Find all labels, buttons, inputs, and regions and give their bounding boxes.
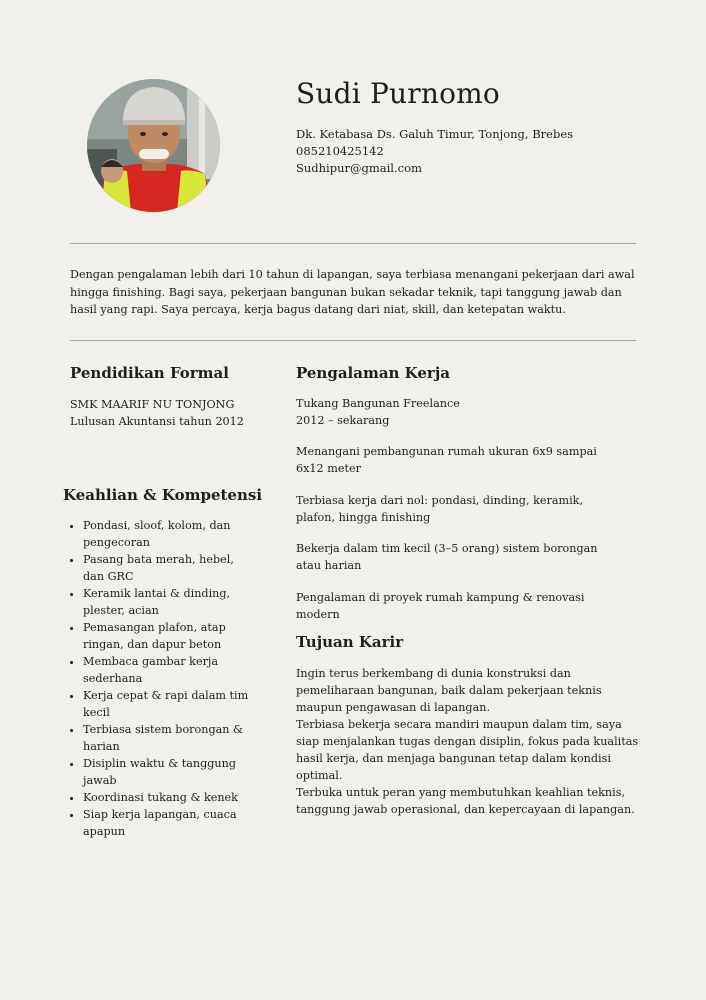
education-heading: Pendidikan Formal (70, 364, 229, 382)
list-item: • Kerja cepat & rapi dalam tim kecil (83, 687, 258, 721)
contact-info (296, 126, 573, 177)
education-detail: Lulusan Akuntansi tahun 2012 (70, 415, 244, 428)
job-header (296, 395, 496, 429)
career-goal-text (296, 665, 641, 818)
education-block (70, 396, 270, 430)
skills-list (66, 517, 258, 840)
list-item: Pengalaman di proyek rumah kampung & renovasi modern (296, 590, 585, 621)
list-item: Menangani pembangunan rumah ukuran 6x9 sampai 6x12 meter (296, 445, 597, 475)
list-item: Terbiasa kerja dari nol: pondasi, dinding, keramik, plafon, hingga finishing (296, 493, 584, 524)
career-goal-heading: Tujuan Karir (296, 633, 404, 651)
list-item: • Pemasangan plafon, atap ringan, dan dapur beton (83, 619, 258, 653)
list-item: • Terbiasa sistem borongan & harian (83, 721, 258, 755)
experience-heading: Pengalaman Kerja (296, 364, 450, 382)
list-item: • Siap kerja lapangan, cuaca apapun (83, 806, 258, 840)
list-item: • Disiplin waktu & tanggung jawab (83, 755, 258, 789)
career-goal-paragraph: Ingin terus berkembang di dunia konstruksi dan pemeliharaan bangunan, baik dalam pekerjaan teknis maupun pengawasan di lapangan. (296, 667, 602, 714)
list-item: • Koordinasi tukang & kenek (83, 789, 258, 806)
experience-points (296, 443, 614, 637)
career-goal-paragraph: Terbiasa bekerja secara mandiri maupun dalam tim, saya siap menjalankan tugas dengan disiplin, fokus pada kualitas hasil kerja, dan menjaga bangunan tetap dalam kondisi optimal. (296, 718, 639, 782)
list-item: Bekerja dalam tim kecil (3–5 orang) sistem borongan atau harian (296, 542, 598, 572)
career-goal-paragraph: Terbuka untuk peran yang membutuhkan keahlian teknis, tanggung jawab operasional, dan kepercayaan di lapangan. (296, 786, 635, 816)
phone-text: 085210425142 (296, 144, 384, 158)
address-text: Dk. Ketabasa Ds. Galuh Timur, Tonjong, Brebes (296, 127, 574, 141)
job-period: 2012 – sekarang (296, 414, 390, 427)
person-portrait-icon (87, 79, 220, 212)
list-item: • Keramik lantai & dinding, plester, acian (83, 585, 258, 619)
education-school: SMK MAARIF NU TONJONG (70, 398, 235, 411)
skills-heading: Keahlian & Kompetensi (63, 486, 263, 504)
candidate-name: Sudi Purnomo (296, 77, 500, 110)
divider-bottom (70, 340, 636, 341)
list-item: • Membaca gambar kerja sederhana (83, 653, 258, 687)
profile-photo (87, 79, 220, 212)
list-item: • Pasang bata merah, hebel, dan GRC (83, 551, 258, 585)
job-title: Tukang Bangunan Freelance (296, 397, 460, 410)
email-text: Sudhipur@gmail.com (296, 161, 422, 175)
profile-summary: Dengan pengalaman lebih dari 10 tahun di lapangan, saya terbiasa menangani pekerjaan dari awal hingga finishing. Bagi saya, pekerjaan bangunan bukan sekadar teknik, tapi tanggung jawab dan hasil yang rapi. Saya percaya, kerja bagus datang dari niat, skill, dan ketepatan waktu. (70, 268, 635, 316)
list-item: • Pondasi, sloof, kolom, dan pengecoran (83, 517, 258, 551)
divider-top (70, 243, 636, 244)
